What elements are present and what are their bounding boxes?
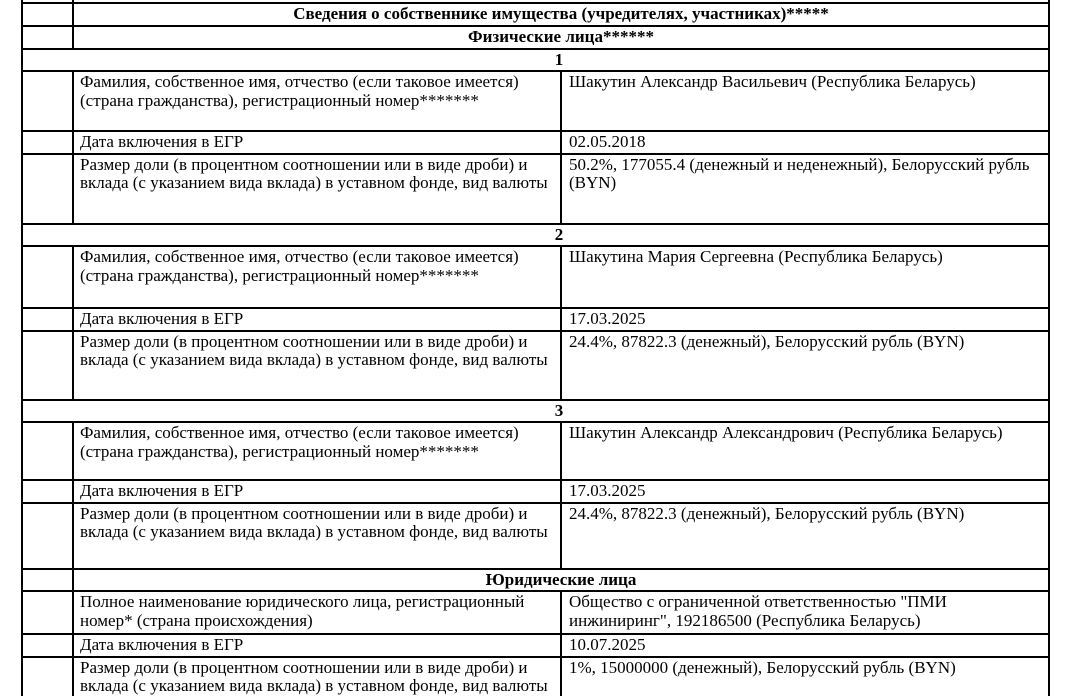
table-row (22, 71, 1049, 131)
field-label-share: Размер доли (в процентном соотношении или в виде дроби) и вклада (с указанием вида вклада) в уставном фонде, вид валюты (73, 503, 561, 569)
field-label-egr-date: Дата включения в ЕГР (73, 131, 561, 154)
row-number-cell (22, 591, 73, 634)
table-row (22, 634, 1049, 657)
table-row (22, 131, 1049, 154)
entry-number-row (22, 224, 1049, 247)
field-value-person-name: Шакутина Мария Сергеевна (Республика Беларусь) (561, 246, 1049, 308)
field-label-legal-name: Полное наименование юридического лица, регистрационный номер* (страна происхождения) (73, 591, 561, 634)
table-row (22, 246, 1049, 308)
table-row (22, 308, 1049, 331)
row-number-cell (22, 422, 73, 480)
field-value-share: 24.4%, 87822.3 (денежный), Белорусский рубль (BYN) (561, 503, 1049, 569)
entry-number: 2 (22, 224, 1049, 247)
entry-number-row (22, 400, 1049, 423)
table-row (22, 154, 1049, 224)
row-number-cell (22, 154, 73, 224)
field-value-person-name: Шакутин Александр Александрович (Республика Беларусь) (561, 422, 1049, 480)
field-value-legal-name: Общество с ограниченной ответственностью "ПМИ инжиниринг", 192186500 (Республика Беларусь) (561, 591, 1049, 634)
field-label-person-name: Фамилия, собственное имя, отчество (если таковое имеется) (страна гражданства), регистрационный номер******* (73, 71, 561, 131)
entry-number-row (22, 49, 1049, 72)
field-label-egr-date: Дата включения в ЕГР (73, 480, 561, 503)
row-number-cell (22, 3, 73, 26)
table-row (22, 331, 1049, 400)
row-number-cell (22, 569, 73, 592)
row-number-cell (22, 480, 73, 503)
field-value-egr-date: 17.03.2025 (561, 480, 1049, 503)
field-label-person-name: Фамилия, собственное имя, отчество (если таковое имеется) (страна гражданства), регистрационный номер******* (73, 246, 561, 308)
row-number-cell (22, 246, 73, 308)
row-number-cell (22, 331, 73, 400)
field-value-share: 24.4%, 87822.3 (денежный), Белорусский рубль (BYN) (561, 331, 1049, 400)
row-number-cell (22, 308, 73, 331)
field-label-egr-date: Дата включения в ЕГР (73, 308, 561, 331)
row-number-cell (22, 657, 73, 696)
field-label-share: Размер доли (в процентном соотношении или в виде дроби) и вклада (с указанием вида вклада) в уставном фонде, вид валюты (73, 154, 561, 224)
field-value-share: 50.2%, 177055.4 (денежный и неденежный), Белорусский рубль (BYN) (561, 154, 1049, 224)
owners-table (21, 0, 1050, 696)
legal-section-title: Юридические лица (73, 569, 1049, 592)
field-label-egr-date: Дата включения в ЕГР (73, 634, 561, 657)
individuals-section-title: Физические лица****** (73, 26, 1049, 49)
table-row (22, 422, 1049, 480)
row-number-cell (22, 634, 73, 657)
field-value-egr-date: 10.07.2025 (561, 634, 1049, 657)
row-number-cell (22, 26, 73, 49)
field-value-egr-date: 17.03.2025 (561, 308, 1049, 331)
table-title: Сведения о собственнике имущества (учредителях, участниках)***** (73, 3, 1049, 26)
row-number-cell (22, 131, 73, 154)
row-number-cell (22, 71, 73, 131)
field-label-person-name: Фамилия, собственное имя, отчество (если таковое имеется) (страна гражданства), регистрационный номер******* (73, 422, 561, 480)
table-row (22, 480, 1049, 503)
field-label-share: Размер доли (в процентном соотношении или в виде дроби) и вклада (с указанием вида вклада) в уставном фонде, вид валюты (73, 657, 561, 696)
field-label-share: Размер доли (в процентном соотношении или в виде дроби) и вклада (с указанием вида вклада) в уставном фонде, вид валюты (73, 331, 561, 400)
row-number-cell (22, 503, 73, 569)
legal-section-row (22, 569, 1049, 592)
entry-number: 3 (22, 400, 1049, 423)
entry-number: 1 (22, 49, 1049, 72)
table-row (22, 657, 1049, 696)
table-row (22, 591, 1049, 634)
table-title-row (22, 3, 1049, 26)
table-row (22, 503, 1049, 569)
field-value-share: 1%, 15000000 (денежный), Белорусский рубль (BYN) (561, 657, 1049, 696)
field-value-person-name: Шакутин Александр Васильевич (Республика Беларусь) (561, 71, 1049, 131)
individuals-section-row (22, 26, 1049, 49)
field-value-egr-date: 02.05.2018 (561, 131, 1049, 154)
